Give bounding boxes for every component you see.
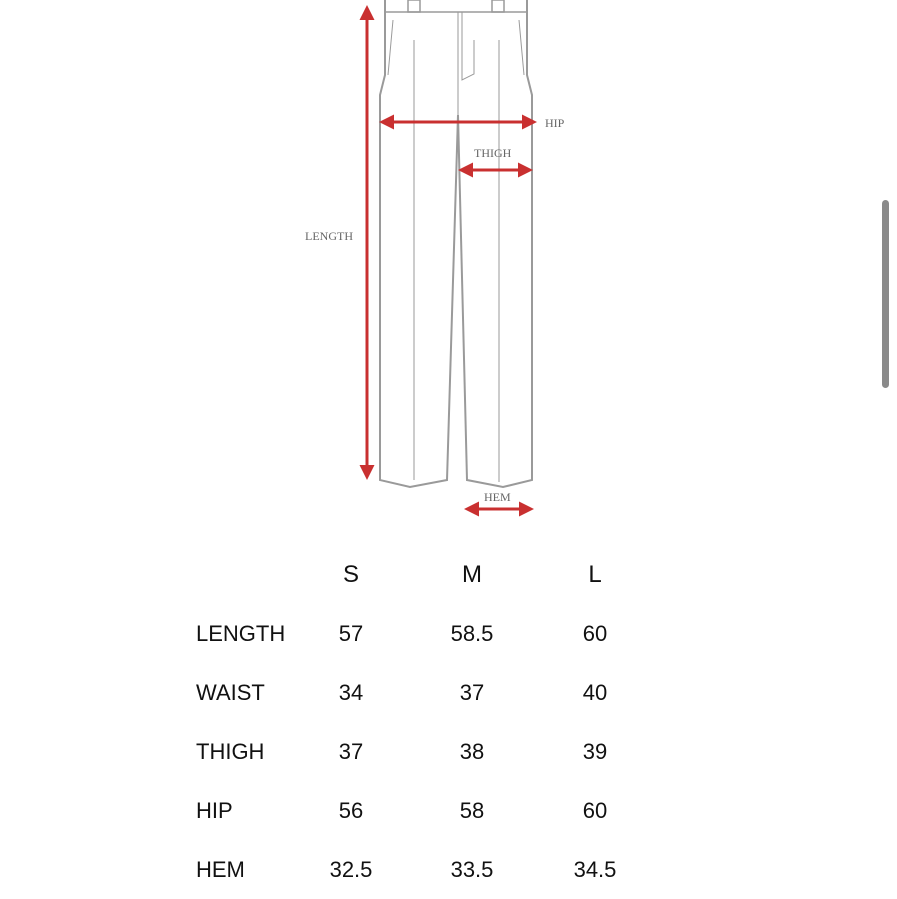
cell-l: 39 — [582, 739, 608, 764]
cell-m: 58 — [459, 798, 485, 823]
table-row-thigh — [0, 722, 897, 781]
size-header-m: M — [462, 561, 482, 588]
cell-s: 34 — [338, 680, 364, 705]
cell-s: 56 — [338, 798, 364, 823]
size-header-s: S — [342, 561, 359, 588]
size-table — [0, 545, 897, 899]
cell-s: 32.5 — [329, 857, 373, 882]
row-label: THIGH — [196, 739, 265, 764]
cell-m: 58.5 — [450, 621, 494, 646]
row-label: LENGTH — [196, 621, 286, 646]
row-label: HIP — [196, 798, 233, 823]
table-row-waist — [0, 663, 897, 722]
table-row-hip — [0, 781, 897, 840]
table-row-hem — [0, 840, 897, 899]
thigh-label: THIGH — [474, 146, 512, 160]
cell-m: 37 — [459, 680, 485, 705]
table-row-length — [0, 604, 897, 663]
cell-l: 34.5 — [573, 857, 617, 882]
cell-s: 57 — [338, 621, 364, 646]
row-label: WAIST — [196, 680, 265, 705]
cell-m: 33.5 — [450, 857, 494, 882]
cell-l: 60 — [582, 621, 608, 646]
cell-s: 37 — [338, 739, 364, 764]
scrollbar[interactable] — [882, 200, 889, 388]
hem-label: HEM — [484, 490, 511, 504]
pants-outline — [380, 0, 532, 487]
cell-l: 40 — [582, 680, 608, 705]
size-header-l: L — [588, 561, 602, 588]
size-header-row — [0, 545, 897, 604]
hip-label: HIP — [545, 116, 565, 130]
cell-m: 38 — [459, 739, 485, 764]
row-label: HEM — [196, 857, 245, 882]
cell-l: 60 — [582, 798, 608, 823]
length-label: LENGTH — [305, 229, 353, 243]
